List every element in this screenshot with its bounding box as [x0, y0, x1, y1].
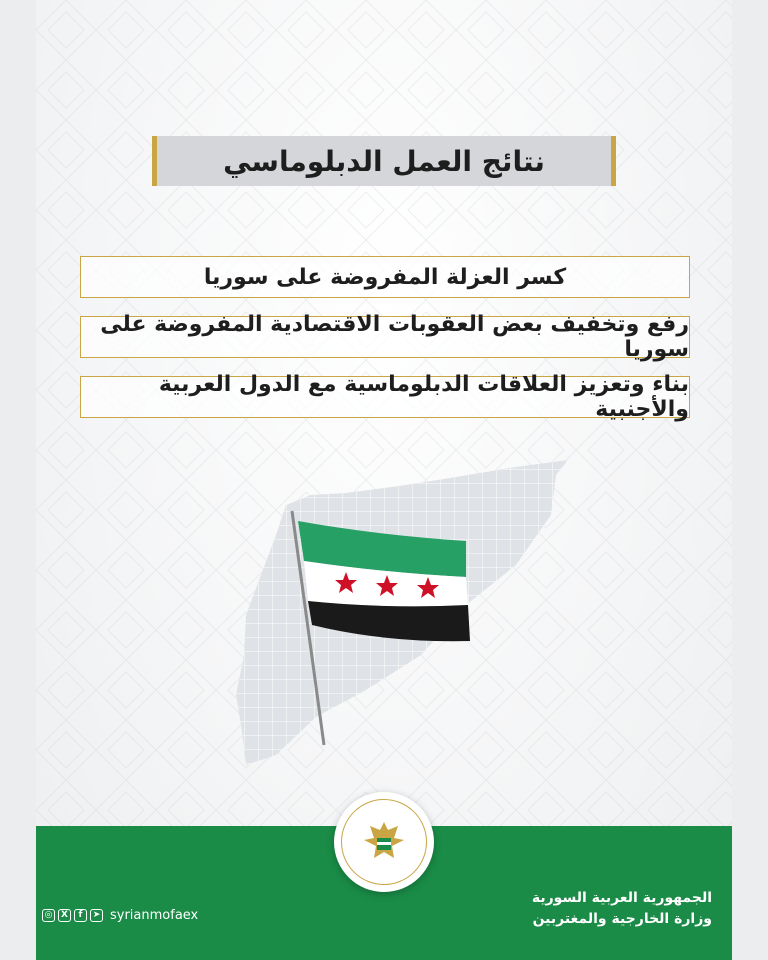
social-handle[interactable]: syrianmofaex: [110, 908, 199, 923]
facebook-icon[interactable]: f: [74, 909, 87, 922]
result-item-text: رفع وتخفيف بعض العقوبات الاقتصادية المفروضة على سوريا: [100, 312, 689, 362]
poster: [36, 0, 732, 960]
flag-stripe-black: [308, 601, 470, 641]
org-country: الجمهورية العربية السورية: [531, 890, 712, 906]
flag: [286, 505, 476, 750]
instagram-icon[interactable]: ◎: [42, 909, 55, 922]
result-item-1: [80, 256, 690, 298]
result-item-text: كسر العزلة المفروضة على سوريا: [203, 264, 567, 290]
x-icon[interactable]: X: [58, 909, 71, 922]
org-ministry: وزارة الخارجية والمغتربين: [532, 911, 712, 927]
emblem-ring: [341, 799, 427, 885]
result-item-3: [80, 372, 690, 422]
result-item-text: بناء وتعزيز العلاقات الدبلوماسية مع الدول العربية والأجنبية: [158, 372, 689, 422]
telegram-icon[interactable]: ➤: [90, 909, 103, 922]
page-title: نتائج العمل الدبلوماسي: [223, 144, 545, 178]
title-banner: [152, 136, 616, 186]
footer-org: [532, 888, 712, 930]
result-item-2: [80, 312, 690, 362]
social-links: [42, 908, 198, 923]
ministry-emblem: [334, 792, 434, 892]
eagle-icon: [358, 816, 410, 868]
